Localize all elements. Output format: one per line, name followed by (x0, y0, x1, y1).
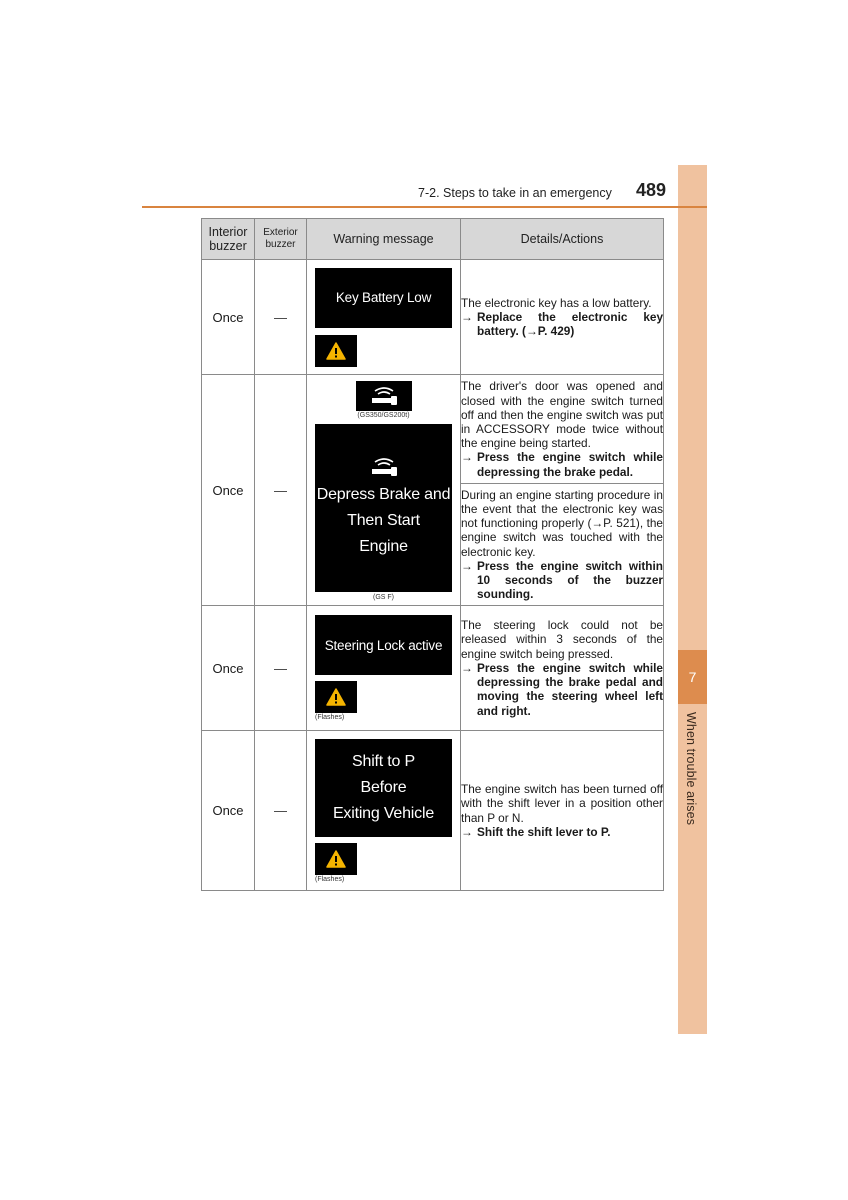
display-panel (315, 615, 452, 675)
warning-table (201, 218, 664, 891)
action-text: Press the engine switch while depressing the brake pedal and moving the steering wheel left and right. (477, 660, 663, 718)
warning-light (315, 681, 357, 713)
interior-buzzer-cell: Once (202, 731, 255, 891)
header-warning-message: Warning message (307, 219, 461, 260)
warning-message-cell (307, 731, 461, 891)
detail-text: The electronic key has a low battery. (461, 295, 652, 310)
exterior-buzzer-cell: — (255, 606, 307, 731)
table-row (202, 260, 664, 375)
warning-message-cell (307, 606, 461, 731)
exterior-buzzer-cell: — (255, 375, 307, 606)
warning-message-cell (307, 260, 461, 375)
header-interior-buzzer (202, 219, 255, 260)
details-cell (461, 260, 664, 375)
action-item (461, 661, 663, 718)
table-row (202, 375, 664, 484)
exterior-buzzer-cell: — (255, 731, 307, 891)
table-header-row (202, 219, 664, 260)
interior-buzzer-cell: Once (202, 260, 255, 375)
caption-flashes: (Flashes) (315, 875, 345, 883)
display-panel (315, 268, 452, 328)
header-interior-line2: buzzer (209, 239, 247, 253)
action-text: Replace the electronic key battery. (→P. 429) (477, 309, 663, 339)
key-wireless-icon (367, 456, 401, 478)
warning-light (315, 335, 357, 367)
header-exterior-line1: Exterior (263, 227, 298, 238)
detail-text: During an engine starting procedure in the event that the electronic key was not functioning properly (→P. 521), the engine switch was touched with the electronic key. (461, 487, 663, 559)
action-text: Shift the shift lever to P. (477, 824, 611, 839)
display-panel (315, 424, 452, 592)
section-title: 7-2. Steps to take in an emergency (418, 186, 612, 200)
warning-light (315, 843, 357, 875)
chapter-side-tab (678, 165, 707, 1034)
caption-bottom: (GS F) (373, 594, 394, 601)
table-row (202, 731, 664, 891)
key-indicator (356, 381, 412, 411)
warning-message-cell (307, 375, 461, 606)
display-line: Depress Brake and (316, 486, 451, 503)
exterior-buzzer-cell: — (255, 260, 307, 375)
arrow-icon: → (461, 824, 473, 839)
header-details-actions: Details/Actions (461, 219, 664, 260)
display-line: Before (360, 778, 407, 796)
action-item (461, 450, 663, 478)
warning-triangle-icon (326, 850, 346, 868)
display-line: Engine (359, 538, 408, 555)
display-panel (315, 739, 452, 837)
caption-top: (GS350/GS200t) (357, 412, 410, 419)
header-rule (142, 206, 707, 208)
interior-buzzer-cell: Once (202, 375, 255, 606)
action-item (461, 559, 663, 602)
action-text: Press the engine switch within 10 seconds of the buzzer sounding. (477, 558, 663, 602)
interior-buzzer-cell: Once (202, 606, 255, 731)
arrow-icon: → (461, 450, 473, 465)
arrow-icon: → (461, 558, 473, 573)
header-exterior-buzzer (255, 219, 307, 260)
chapter-number: 7 (678, 650, 707, 704)
display-line: Key Battery Low (335, 290, 432, 305)
warning-triangle-icon (326, 688, 346, 706)
table-row (202, 606, 664, 731)
details-cell (461, 606, 664, 731)
display-line: Then Start (347, 512, 420, 529)
details-cell (461, 484, 664, 606)
page-number: 489 (636, 180, 667, 200)
display-line: Exiting Vehicle (332, 804, 435, 822)
chapter-label: When trouble arises (684, 712, 698, 826)
header-exterior-line2: buzzer (265, 239, 296, 250)
details-cell (461, 731, 664, 891)
display-line: Shift to P (352, 752, 415, 770)
action-item (461, 310, 663, 338)
action-item (461, 825, 663, 839)
warning-triangle-icon (326, 342, 346, 360)
action-text: Press the engine switch while depressing the brake pedal. (477, 450, 663, 479)
detail-text: The steering lock could not be released within 3 seconds of the engine switch being pressed. (461, 618, 663, 661)
key-wireless-icon (367, 386, 401, 406)
details-cell (461, 375, 664, 484)
display-line: Steering Lock active (324, 637, 443, 653)
arrow-icon: → (461, 309, 473, 324)
caption-flashes: (Flashes) (315, 714, 345, 721)
detail-text: The engine switch has been turned off with the shift lever in a position other than P or N. (461, 782, 663, 825)
detail-text: The driver's door was opened and closed with the engine switch turned off and then the engine switch was put in ACCESSORY mode twice without the engine being started. (461, 379, 663, 451)
arrow-icon: → (461, 660, 473, 675)
header-interior-line1: Interior (208, 225, 248, 239)
